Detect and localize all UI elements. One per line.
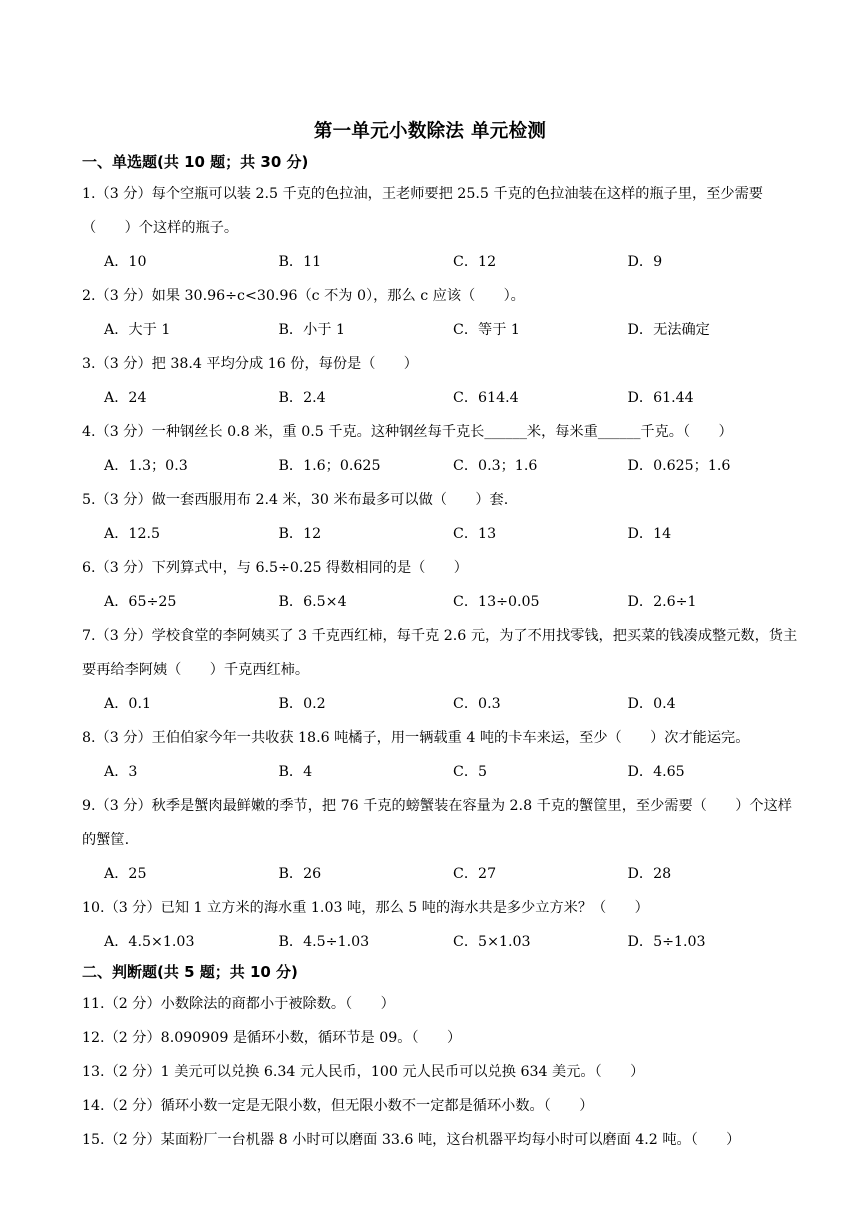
option-b[interactable]: B．11 bbox=[278, 254, 322, 270]
question-5: 5.（3 分）做一套西服用布 2.4 米，30 米布最多可以做（ ）套. bbox=[82, 492, 509, 508]
option-a[interactable]: A．65÷25 bbox=[104, 594, 177, 610]
question-2-options bbox=[82, 313, 802, 347]
question-8: 8.（3 分）王伯伯家今年一共收获 18.6 吨橘子，用一辆载重 4 吨的卡车来运，至少（ ）次才能运完。 bbox=[82, 730, 750, 746]
question-9-options bbox=[82, 857, 802, 891]
exam-content bbox=[82, 151, 802, 1157]
question-14: 14.（2 分）循环小数一定是无限小数，但无限小数不一定都是循环小数。（ ） bbox=[82, 1098, 594, 1114]
question-3-options bbox=[82, 381, 802, 415]
option-a[interactable]: A．25 bbox=[104, 866, 147, 882]
question-6: 6.（3 分）下列算式中，与 6.5÷0.25 得数相同的是（ ） bbox=[82, 560, 468, 576]
question-stem: 1.（3 分）每个空瓶可以装 2.5 千克的色拉油，王老师要把 25.5 千克的色拉油装在这样的瓶子里，至少需要（ ）个这样的瓶子。 bbox=[82, 186, 763, 236]
question-9 bbox=[82, 789, 802, 857]
question-10: 10.（3 分）已知 1 立方米的海水重 1.03 吨，那么 5 吨的海水共是多少立方米？（ ） bbox=[82, 900, 649, 916]
option-d[interactable]: D．2.6÷1 bbox=[627, 594, 697, 610]
option-a[interactable]: A．24 bbox=[104, 390, 147, 406]
option-b[interactable]: B．2.4 bbox=[278, 390, 326, 406]
option-a[interactable]: A．4.5×1.03 bbox=[104, 934, 195, 950]
option-c[interactable]: C．13 bbox=[453, 526, 497, 542]
question-2: 2.（3 分）如果 30.96÷c<30.96（c 不为 0），那么 c 应该（ ）。 bbox=[82, 288, 525, 304]
option-c[interactable]: C．12 bbox=[453, 254, 497, 270]
option-b[interactable]: B．6.5×4 bbox=[278, 594, 347, 610]
option-c[interactable]: C．0.3；1.6 bbox=[453, 458, 538, 474]
question-1 bbox=[82, 177, 802, 245]
option-b[interactable]: B．4 bbox=[278, 764, 313, 780]
question-13: 13.（2 分）1 美元可以兑换 6.34 元人民币，100 元人民币可以兑换 634 美元。（ ） bbox=[82, 1064, 645, 1080]
section-heading-true-false: 二、判断题(共 5 题；共 10 分) bbox=[82, 963, 298, 981]
option-d[interactable]: D．14 bbox=[627, 526, 672, 542]
option-c[interactable]: C．等于 1 bbox=[453, 322, 520, 338]
question-11: 11.（2 分）小数除法的商都小于被除数。（ ） bbox=[82, 996, 395, 1012]
section-heading-single-choice: 一、单选题(共 10 题；共 30 分) bbox=[82, 153, 309, 171]
option-d[interactable]: D．28 bbox=[627, 866, 672, 882]
option-c[interactable]: C．13÷0.05 bbox=[453, 594, 540, 610]
option-d[interactable]: D．0.4 bbox=[627, 696, 676, 712]
option-d[interactable]: D．0.625；1.6 bbox=[627, 458, 731, 474]
option-a[interactable]: A．3 bbox=[104, 764, 138, 780]
option-d[interactable]: D．61.44 bbox=[627, 390, 694, 406]
question-10-options bbox=[82, 925, 802, 959]
question-6-options bbox=[82, 585, 802, 619]
option-b[interactable]: B．12 bbox=[278, 526, 322, 542]
option-b[interactable]: B．4.5÷1.03 bbox=[278, 934, 370, 950]
question-3: 3.（3 分）把 38.4 平均分成 16 份，每份是（ ） bbox=[82, 356, 418, 372]
option-d[interactable]: D．无法确定 bbox=[627, 322, 710, 338]
question-8-options bbox=[82, 755, 802, 789]
option-b[interactable]: B．0.2 bbox=[278, 696, 326, 712]
option-a[interactable]: A．大于 1 bbox=[104, 322, 171, 338]
question-4-options bbox=[82, 449, 802, 483]
question-4: 4.（3 分）一种钢丝长 0.8 米，重 0.5 千克。这种钢丝每千克长______米，每米重______千克。（ ） bbox=[82, 424, 733, 440]
option-d[interactable]: D．4.65 bbox=[627, 764, 685, 780]
question-stem: 9.（3 分）秋季是蟹肉最鲜嫩的季节，把 76 千克的螃蟹装在容量为 2.8 千克的蟹筐里，至少需要（ ）个这样的蟹筐. bbox=[82, 798, 792, 848]
question-7-options bbox=[82, 687, 802, 721]
question-7 bbox=[82, 619, 802, 687]
page-title: 第一单元小数除法 单元检测 bbox=[313, 121, 547, 142]
question-5-options bbox=[82, 517, 802, 551]
option-a[interactable]: A．0.1 bbox=[104, 696, 151, 712]
option-a[interactable]: A．10 bbox=[104, 254, 147, 270]
option-b[interactable]: B．1.6；0.625 bbox=[278, 458, 381, 474]
option-d[interactable]: D．5÷1.03 bbox=[627, 934, 706, 950]
option-b[interactable]: B．小于 1 bbox=[278, 322, 346, 338]
question-15: 15.（2 分）某面粉厂一台机器 8 小时可以磨面 33.6 吨，这台机器平均每小时可以磨面 4.2 吨。（ ） bbox=[82, 1132, 741, 1148]
question-stem: 7.（3 分）学校食堂的李阿姨买了 3 千克西红柿，每千克 2.6 元，为了不用找零钱，把买菜的钱凑成整元数，货主要再给李阿姨（ ）千克西红柿。 bbox=[82, 628, 798, 678]
option-c[interactable]: C．5×1.03 bbox=[453, 934, 531, 950]
option-c[interactable]: C．614.4 bbox=[453, 390, 519, 406]
option-c[interactable]: C．27 bbox=[453, 866, 497, 882]
option-b[interactable]: B．26 bbox=[278, 866, 322, 882]
option-d[interactable]: D．9 bbox=[627, 254, 663, 270]
option-a[interactable]: A．1.3；0.3 bbox=[104, 458, 188, 474]
option-c[interactable]: C．0.3 bbox=[453, 696, 501, 712]
option-a[interactable]: A．12.5 bbox=[104, 526, 161, 542]
question-1-options bbox=[82, 245, 802, 279]
option-c[interactable]: C．5 bbox=[453, 764, 488, 780]
question-12: 12.（2 分）8.090909 是循环小数，循环节是 09。（ ） bbox=[82, 1030, 462, 1046]
